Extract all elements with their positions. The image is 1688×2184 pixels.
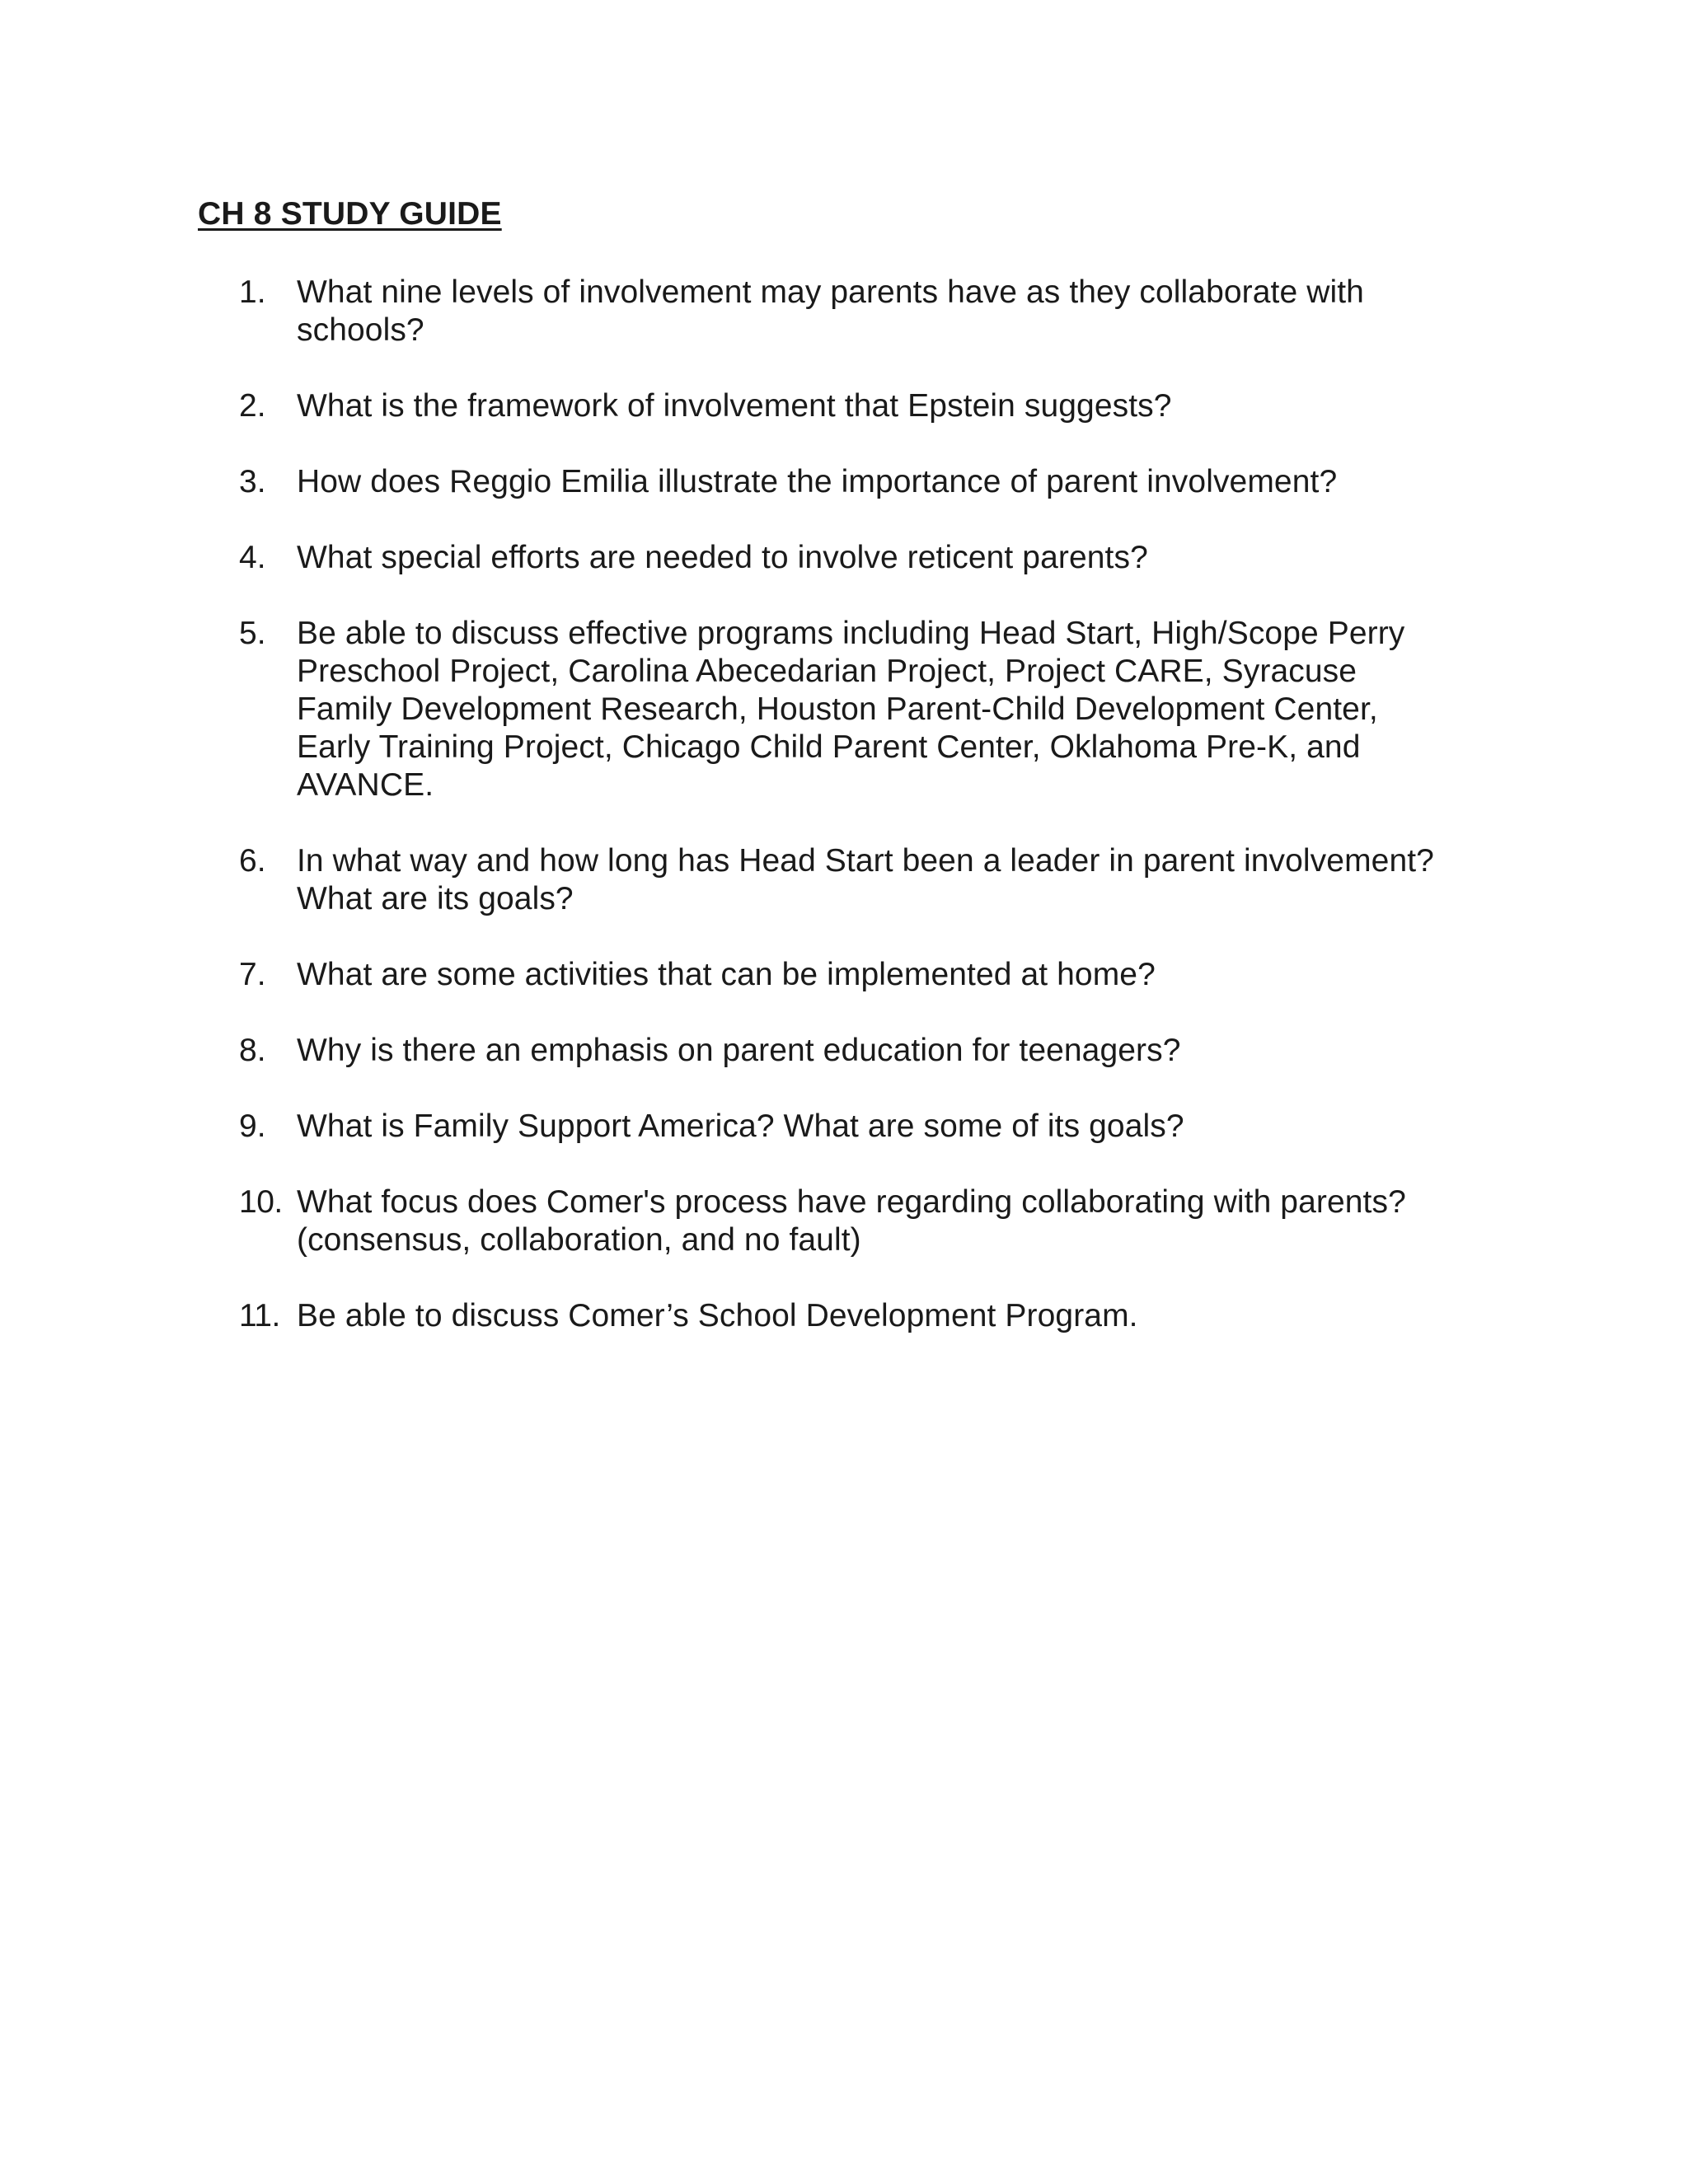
list-item <box>239 615 1475 804</box>
question-text: What is the framework of involvement that Epstein suggests? <box>297 388 1172 424</box>
question-list <box>239 274 1475 1373</box>
question-text: Be able to discuss Comer’s School Development Program. <box>297 1298 1138 1333</box>
question-text: What focus does Comer's process have regarding collaborating with parents? (consensus, collaboration, and no fault) <box>297 1184 1406 1258</box>
question-text: What are some activities that can be implemented at home? <box>297 957 1156 992</box>
question-number: 11. <box>239 1298 280 1333</box>
list-item <box>239 956 1475 994</box>
question-text: In what way and how long has Head Start been a leader in parent involvement? What are its goals? <box>297 843 1434 916</box>
list-item <box>239 1032 1475 1070</box>
list-item <box>239 1183 1475 1259</box>
question-text: How does Reggio Emilia illustrate the importance of parent involvement? <box>297 464 1338 499</box>
question-number: 3. <box>239 464 266 499</box>
list-item <box>239 539 1475 577</box>
question-text: What nine levels of involvement may parents have as they collaborate with schools? <box>297 274 1364 348</box>
list-item <box>239 1297 1475 1335</box>
question-number: 6. <box>239 843 266 879</box>
question-number: 1. <box>239 274 266 310</box>
question-number: 2. <box>239 388 266 424</box>
question-number: 5. <box>239 616 266 651</box>
document-title: CH 8 STUDY GUIDE <box>198 196 502 232</box>
question-number: 8. <box>239 1033 266 1068</box>
question-number: 10. <box>239 1184 283 1220</box>
list-item <box>239 1108 1475 1146</box>
question-text: What special efforts are needed to involve reticent parents? <box>297 540 1148 575</box>
list-item <box>239 274 1475 349</box>
question-number: 4. <box>239 540 266 575</box>
question-number: 7. <box>239 957 266 992</box>
list-item <box>239 463 1475 501</box>
question-text: Why is there an emphasis on parent education for teenagers? <box>297 1033 1181 1068</box>
list-item <box>239 387 1475 425</box>
list-item <box>239 842 1475 918</box>
question-number: 9. <box>239 1108 266 1144</box>
question-text: Be able to discuss effective programs including Head Start, High/Scope Perry Preschool Project, Carolina Abecedarian Project, Project CARE, Syracuse Family Development Research, Houston Parent-Child Development Center, Early Training Project, Chicago Child Parent Center, Oklahoma Pre-K, and AVANCE. <box>297 616 1405 803</box>
question-text: What is Family Support America? What are some of its goals? <box>297 1108 1184 1144</box>
